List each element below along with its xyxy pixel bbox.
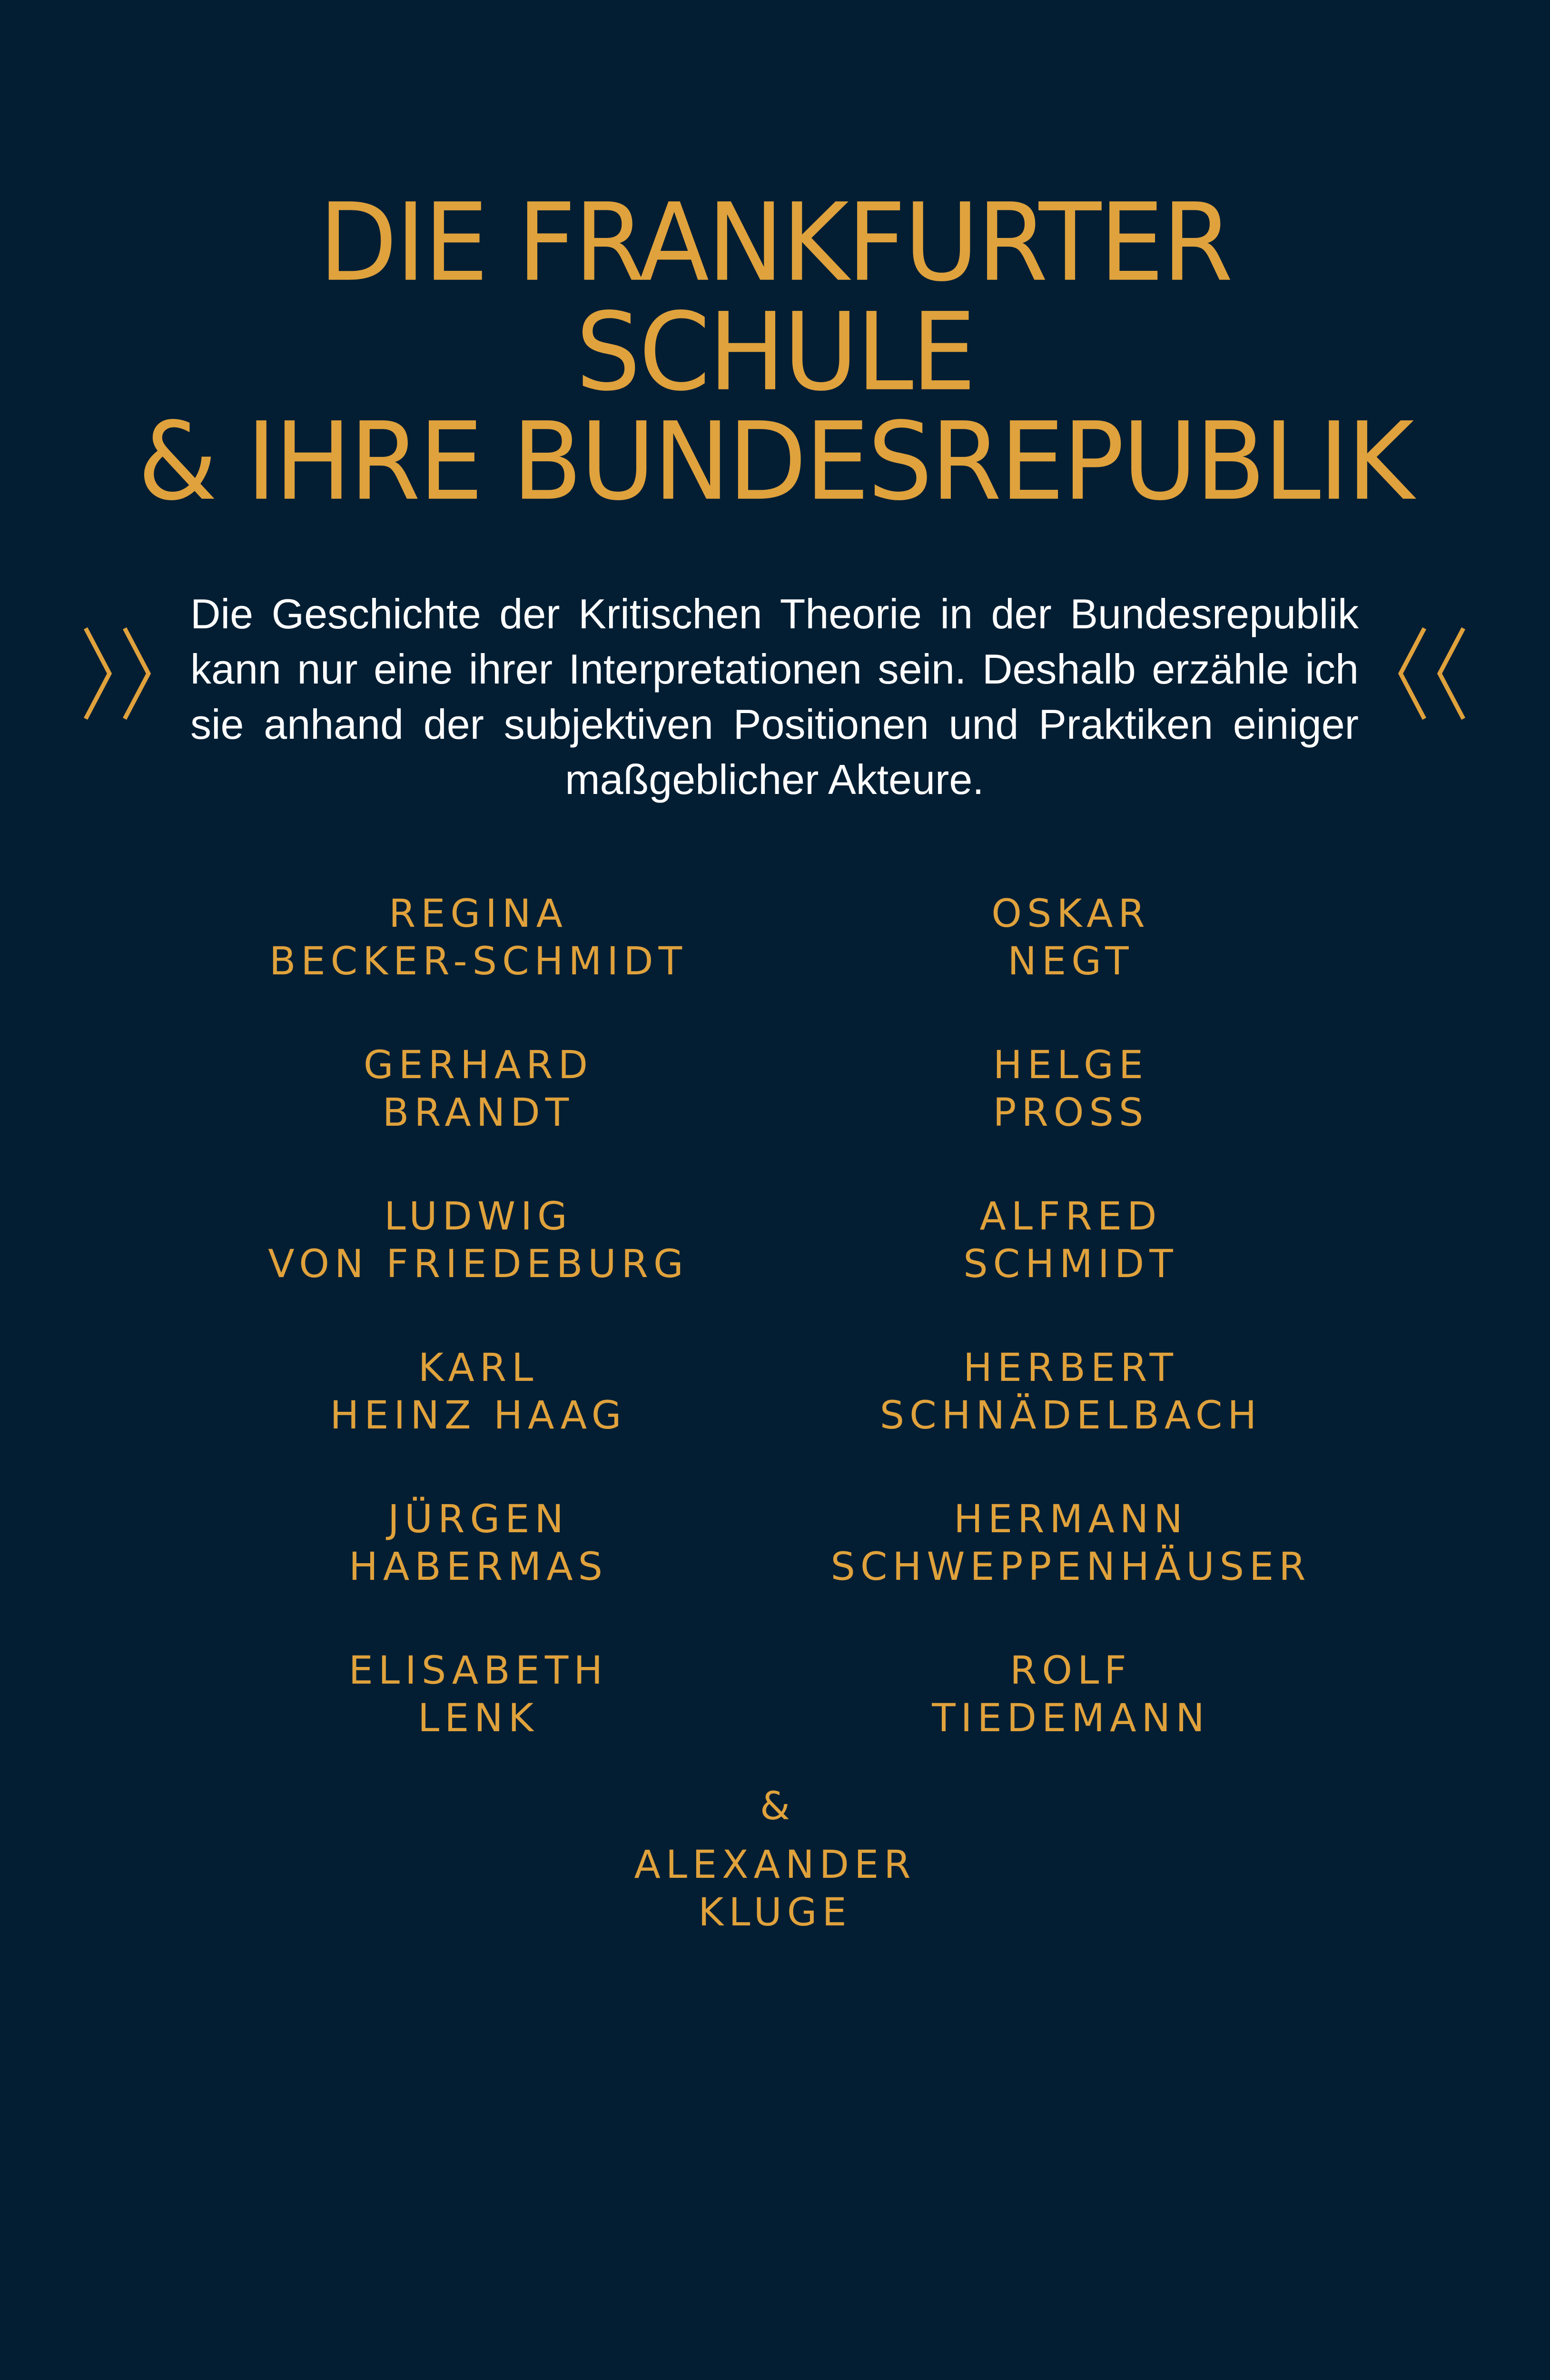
first-name: ALEXANDER	[634, 1843, 916, 1887]
last-name: SCHNÄDELBACH	[879, 1393, 1262, 1438]
last-name: PROSS	[993, 1091, 1149, 1135]
book-title	[0, 179, 1550, 525]
last-name: VON FRIEDEBURG	[268, 1242, 689, 1287]
first-name: HERBERT	[963, 1346, 1178, 1390]
last-name: NEGT	[1007, 939, 1134, 984]
last-name: LENK	[417, 1696, 539, 1741]
title-line-1: DIE FRANKFURTER	[318, 179, 1232, 306]
contributor-name	[738, 1193, 1404, 1344]
last-name: SCHWEPPENHÄUSER	[830, 1545, 1311, 1589]
first-name: JÜRGEN	[388, 1497, 569, 1542]
contributor-name	[145, 1344, 811, 1496]
last-name: SCHMIDT	[963, 1242, 1178, 1287]
double-chevron-right-icon	[81, 624, 157, 724]
title-line-3: & IHRE BUNDESREPUBLIK	[138, 398, 1412, 525]
last-name: HEINZ HAAG	[330, 1393, 627, 1438]
title-line-2: SCHULE	[575, 289, 975, 415]
contributor-name	[738, 1041, 1404, 1193]
first-name: ALFRED	[979, 1194, 1162, 1239]
last-name: KLUGE	[698, 1890, 852, 1935]
last-name: BECKER-SCHMIDT	[269, 939, 688, 984]
final-contributor	[0, 1780, 1550, 1936]
contributor-name	[145, 1647, 811, 1798]
first-name: OSKAR	[991, 892, 1150, 936]
contributor-name	[738, 1496, 1404, 1647]
double-chevron-left-icon	[1392, 624, 1468, 724]
contributor-name	[738, 1647, 1404, 1798]
contributor-name	[145, 1496, 811, 1647]
first-name: HELGE	[993, 1043, 1149, 1088]
first-name: GERHARD	[363, 1043, 593, 1088]
first-name: REGINA	[388, 892, 568, 936]
first-name: LUDWIG	[384, 1194, 573, 1239]
last-name: TIEDEMANN	[932, 1696, 1210, 1741]
first-name: ROLF	[1010, 1648, 1132, 1693]
contributor-column-right	[738, 890, 1404, 1798]
first-name: ELISABETH	[348, 1648, 608, 1693]
contributor-name	[738, 1344, 1404, 1496]
contributor-name	[738, 890, 1404, 1041]
first-name: KARL	[418, 1346, 539, 1390]
first-name: HERMANN	[954, 1497, 1188, 1542]
last-name: BRANDT	[382, 1091, 574, 1135]
contributor-name	[145, 1041, 811, 1193]
blurb-quote: Die Geschichte der Kritischen Theorie in der Bundesrepublik kann nur eine ihrer Interpretationen sein. Deshalb erzähle ich sie anhand der subjektiven Positionen und Praktiken einiger maßgeblicher Akteure.	[190, 590, 1359, 803]
last-name: HABERMAS	[348, 1545, 608, 1589]
contributor-column-left	[145, 890, 811, 1798]
contributor-name	[145, 1193, 811, 1344]
contributor-name	[145, 890, 811, 1041]
ampersand: &	[760, 1784, 790, 1829]
